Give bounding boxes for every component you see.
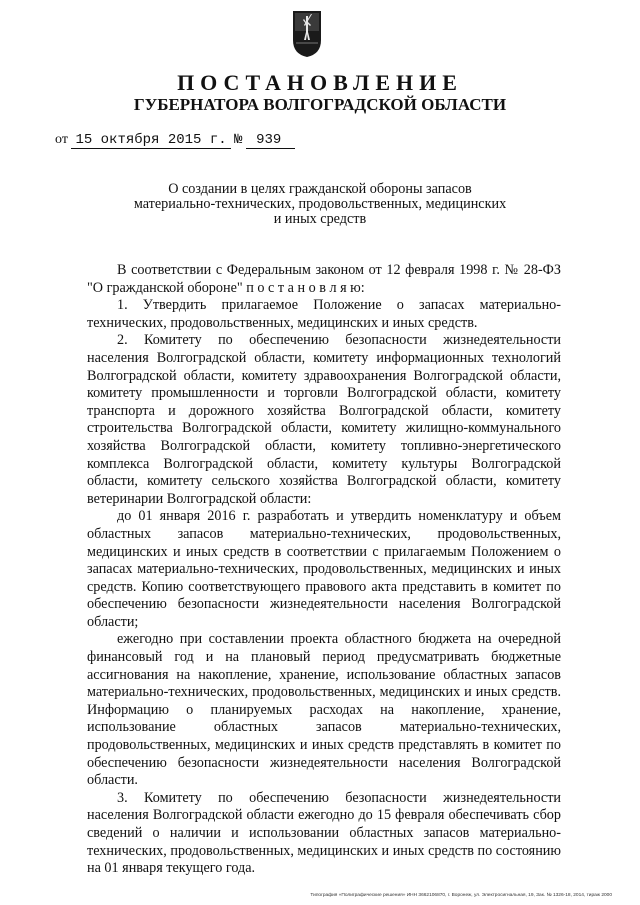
- document-title-line: материально-технических, продовольственных, медицинских: [133, 196, 507, 212]
- document-title-line: и иных средств: [273, 211, 367, 227]
- document-number: 939: [246, 132, 295, 149]
- body-paragraph-1: 1. Утвердить прилагаемое Положение о запасах материально-технических, продовольственных, медицинских и иных средств.: [87, 297, 561, 331]
- volgograd-emblem-icon: [292, 10, 322, 58]
- printer-imprint: Типография «Полиграфические решения» ИНН 3662106870, г. Воронеж, ул. Электросигнальная, 19, Зак. № 1326-18, 2014, тираж 2000: [310, 893, 612, 898]
- document-body: [87, 262, 561, 878]
- document-type-heading: ПОСТАНОВЛЕНИЕ: [177, 70, 463, 95]
- body-paragraph-intro: В соответствии с Федеральным законом от 12 февраля 1998 г. № 28-ФЗ "О гражданской обороне" п о с т а н о в л я ю:: [87, 262, 561, 296]
- body-paragraph-2: 2. Комитету по обеспечению безопасности жизнедеятельности населения Волгоградской области, комитету информационных технологий Волгоградской области, комитету здравоохранения Волгоградской области, комитету промышленности и торговли Волгоградской области, комитету транспорта и дорожного хозяйства Волгоградской области, комитету строительства Волгоградской области, комитету жилищно-коммунального хозяйства Волгоградской области, комитету топливно-энергетического комплекса Волгоградской области, комитету культуры Волгоградской области, комитету сельского хозяйства Волгоградской области, комитету ветеринарии Волгоградской области:: [87, 332, 561, 507]
- issuer-heading: ГУБЕРНАТОРА ВОЛГОГРАДСКОЙ ОБЛАСТИ: [133, 95, 507, 114]
- document-title-line: О создании в целях гражданской обороны запасов: [168, 181, 472, 197]
- body-paragraph-4: ежегодно при составлении проекта областного бюджета на очередной финансовый год и на плановый период предусматривать бюджетные ассигнования на накопление, хранение, использование областных запасов материально-технических, продовольственных, медицинских и иных средств. Информацию о планируемых расходах на накопление, хранение, использование областных запасов материально-технических, продовольственных, медицинских и иных средств представлять в комитет по обеспечению безопасности жизнедеятельности населения Волгоградской области.: [87, 631, 561, 789]
- date-from-label: от: [55, 132, 68, 147]
- document-date: 15 октября 2015 г.: [71, 132, 230, 149]
- body-paragraph-3: до 01 января 2016 г. разработать и утвердить номенклатуру и объем областных запасов материально-технических, продовольственных, медицинских и иных средств в соответствии с прилагаемым Положением о запасах материально-технических, продовольственных, медицинских и иных средств. Копию соответствующего правового акта представить в комитет по обеспечению безопасности жизнедеятельности населения Волгоградской области;: [87, 508, 561, 630]
- dateline: [55, 132, 295, 149]
- body-paragraph-5: 3. Комитету по обеспечению безопасности жизнедеятельности населения Волгоградской области ежегодно до 15 февраля обеспечивать сбор сведений о наличии и использовании областных запасов материально-технических, продовольственных, медицинских и иных средств по состоянию на 01 января текущего года.: [87, 789, 561, 877]
- number-label: №: [234, 132, 243, 148]
- document-title: [0, 182, 640, 227]
